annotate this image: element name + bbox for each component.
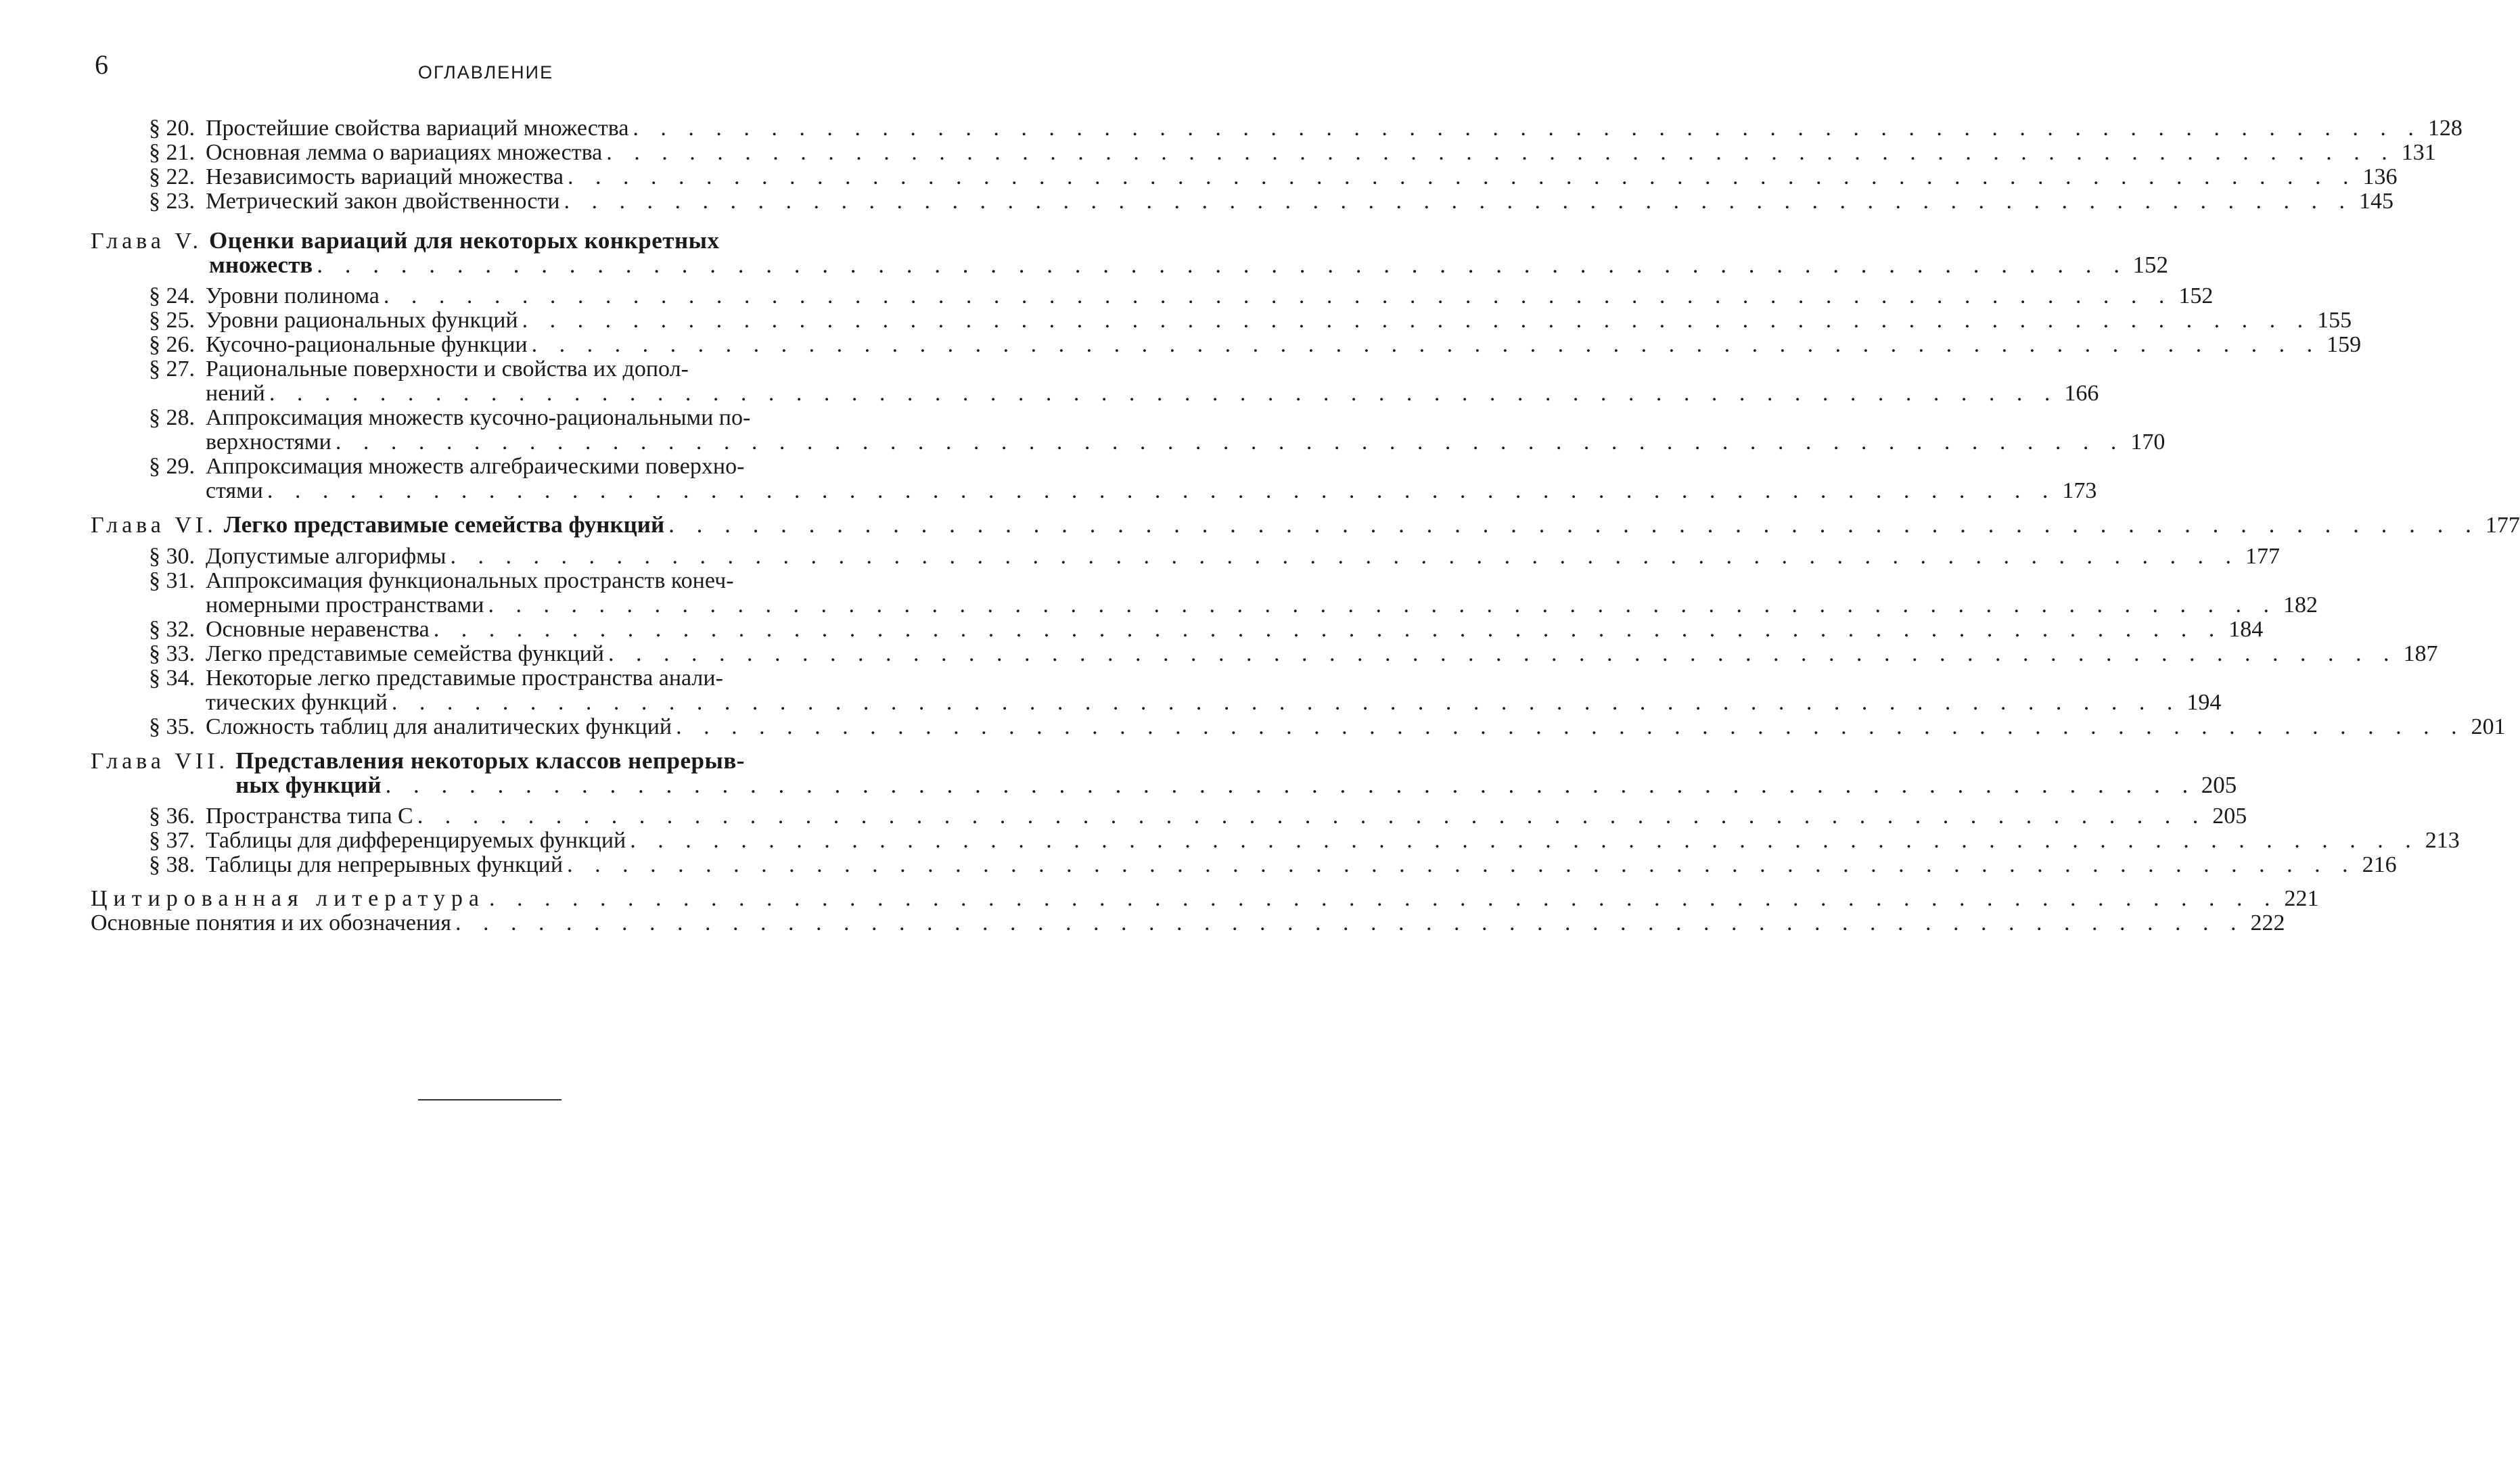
section-number: § 24. (149, 283, 195, 308)
toc-entry[interactable] (91, 568, 2318, 618)
section-number: § 32. (149, 617, 195, 642)
section-number: § 29. (149, 454, 195, 479)
section-title: Сложность таблиц для аналитических функций (206, 714, 672, 739)
chapter-title-line2: ных функций (235, 772, 382, 798)
toc-entry[interactable] (91, 140, 2436, 165)
section-title-line2: номерными пространствами (206, 593, 484, 618)
toc-entry[interactable] (91, 454, 2097, 503)
running-title: ОГЛАВЛЕНИЕ (417, 62, 554, 83)
section-number: § 26. (149, 332, 195, 357)
section-title-line1: Аппроксимация множеств кусочно-рациональными по- (206, 405, 751, 430)
glossary-title: Основные понятия и их обозначения (91, 910, 452, 935)
section-title: Основные неравенства (206, 617, 430, 642)
chapter-title: Легко представимые семейства функций (223, 511, 665, 538)
section-number: § 35. (149, 714, 195, 739)
chapter-heading[interactable] (91, 227, 2168, 278)
section-number: § 27. (149, 356, 195, 381)
section-number: § 38. (149, 852, 195, 877)
toc-entry[interactable] (91, 332, 2362, 357)
toc-entry[interactable] (91, 852, 2397, 877)
section-number: § 28. (149, 405, 195, 430)
page-ref: 136 (2362, 164, 2398, 189)
section-title-line1: Аппроксимация множеств алгебраическими поверхно- (206, 454, 745, 479)
section-number: § 37. (149, 828, 195, 853)
toc-entry[interactable] (91, 886, 2319, 911)
page-ref: 194 (2186, 690, 2222, 715)
toc-entry[interactable] (91, 116, 2462, 141)
section-number: § 22. (149, 164, 195, 189)
page-number: 6 (95, 49, 108, 80)
section-number: § 20. (149, 116, 195, 141)
section-title-line1: Аппроксимация функциональных пространств конеч- (206, 568, 734, 593)
section-title-line2: нений (206, 381, 265, 406)
page-ref: 131 (2401, 140, 2436, 165)
toc-entry[interactable] (91, 666, 2222, 715)
section-number: § 34. (149, 666, 195, 691)
end-rule (418, 1099, 562, 1100)
page-ref: 205 (2201, 772, 2237, 798)
page-ref: 166 (2064, 381, 2099, 406)
page-ref: 182 (2283, 593, 2318, 618)
page-ref: 155 (2317, 308, 2352, 333)
section-title: Таблицы для непрерывных функций (206, 852, 564, 877)
section-title-line2: стями (206, 478, 263, 503)
toc-entry[interactable] (91, 804, 2247, 829)
toc-entry[interactable] (91, 308, 2352, 333)
section-title: Основная лемма о вариациях множества (206, 140, 603, 165)
section-title: Уровни полинома (206, 283, 380, 308)
chapter-6 (91, 511, 2520, 739)
page-ref: 173 (2062, 478, 2097, 503)
chapter-title-line2: множеств (209, 252, 313, 278)
bibliography-title: Цитированная литература (91, 886, 485, 911)
section-title: Кусочно-рациональные функции (206, 332, 528, 357)
section-title: Допустимые алгорифмы (206, 544, 446, 569)
section-title-line1: Рациональные поверхности и свойства их допол- (206, 356, 689, 381)
chapter-title-line1: Оценки вариаций для некоторых конкретных (209, 227, 720, 254)
chapter-label: Глава VI. (91, 513, 217, 538)
section-title-line1: Некоторые легко представимые пространства анали- (206, 666, 723, 691)
page-ref: 145 (2358, 189, 2393, 214)
section-title-line2: тических функций (206, 690, 388, 715)
back-matter (91, 886, 2319, 935)
toc-entry[interactable] (91, 405, 2166, 455)
chapter-heading[interactable] (91, 747, 2237, 798)
page-ref: 222 (2250, 910, 2285, 935)
toc-entry[interactable] (91, 544, 2281, 569)
chapter-7 (91, 747, 2460, 877)
page-ref: 213 (2425, 828, 2460, 853)
toc-entry[interactable] (91, 356, 2099, 406)
section-number: § 33. (149, 641, 195, 666)
table-of-contents (91, 116, 2520, 935)
sections-top (91, 116, 2462, 214)
page-ref: 177 (2245, 544, 2281, 569)
section-title: Простейшие свойства вариаций множества (206, 116, 629, 141)
page-ref: 187 (2403, 641, 2438, 666)
toc-entry[interactable] (91, 164, 2398, 189)
chapter-label: Глава V. (91, 229, 203, 254)
chapter-heading[interactable] (91, 511, 2520, 538)
page-ref: 177 (2485, 513, 2520, 538)
page-ref: 170 (2130, 430, 2166, 455)
chapter-title-line1: Представления некоторых классов непрерыв- (235, 747, 745, 774)
toc-entry[interactable] (91, 828, 2460, 853)
toc-entry[interactable] (91, 910, 2285, 935)
section-title-line2: верхностями (206, 430, 331, 455)
page-ref: 221 (2284, 886, 2319, 911)
section-title: Пространства типа C (206, 804, 413, 829)
section-title: Метрический закон двойственности (206, 189, 560, 214)
toc-entry[interactable] (91, 714, 2506, 739)
section-number: § 36. (149, 804, 195, 829)
toc-entry[interactable] (91, 283, 2214, 308)
page-ref: 128 (2427, 116, 2462, 141)
section-number: § 30. (149, 544, 195, 569)
page-ref: 205 (2212, 804, 2247, 829)
section-number: § 25. (149, 308, 195, 333)
section-number: § 31. (149, 568, 195, 593)
page-ref: 159 (2327, 332, 2362, 357)
chapter-label: Глава VII. (91, 749, 229, 774)
chapter-5 (91, 227, 2362, 503)
page-ref: 216 (2362, 852, 2397, 877)
section-title: Уровни рациональных функций (206, 308, 518, 333)
toc-entry[interactable] (91, 189, 2393, 214)
section-title: Таблицы для дифференцируемых функций (206, 828, 626, 853)
page-ref: 152 (2178, 283, 2214, 308)
page-ref: 201 (2471, 714, 2506, 739)
page-ref: 184 (2228, 617, 2264, 642)
toc-entry[interactable] (91, 617, 2264, 642)
section-number: § 21. (149, 140, 195, 165)
section-number: § 23. (149, 189, 195, 214)
toc-entry[interactable] (91, 641, 2438, 666)
section-title: Легко представимые семейства функций (206, 641, 604, 666)
page-ref: 152 (2132, 252, 2168, 278)
section-title: Независимость вариаций множества (206, 164, 564, 189)
